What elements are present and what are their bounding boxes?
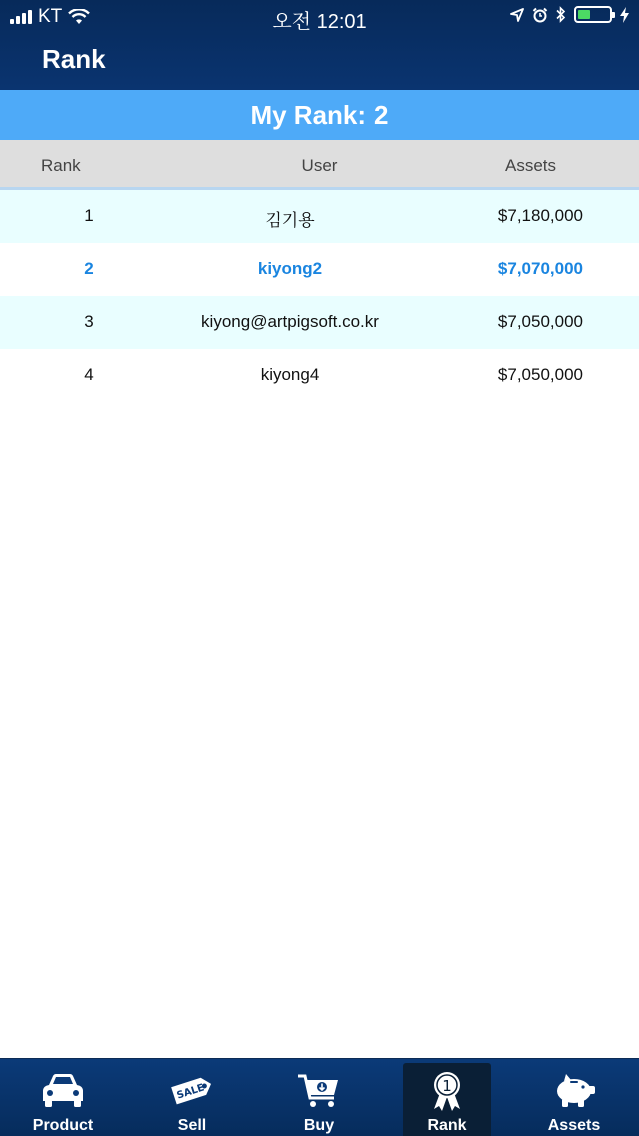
bluetooth-icon: [556, 6, 566, 23]
status-time: 오전 12:01: [272, 11, 367, 33]
user-cell: kiyong2: [257, 259, 323, 278]
user-cell: 김기용: [265, 211, 315, 230]
my-rank-value: 2: [374, 99, 389, 130]
rank-cell: 2: [84, 259, 94, 278]
tab-label: Product: [32, 1117, 94, 1134]
tab-label: Assets: [547, 1117, 601, 1134]
table-row[interactable]: [0, 190, 639, 243]
top-bar: [0, 0, 639, 90]
my-rank-label: My Rank:: [250, 99, 367, 130]
rank-cell: 4: [84, 365, 94, 384]
assets-cell: $7,070,000: [497, 259, 583, 278]
shopping-cart-icon: [296, 1071, 342, 1109]
assets-cell: $7,050,000: [497, 312, 583, 331]
alarm-clock-icon: [532, 7, 548, 23]
svg-text:SALE: SALE: [175, 1082, 206, 1102]
tab-label: Sell: [177, 1117, 207, 1134]
table-row-my-rank[interactable]: [0, 243, 639, 296]
user-cell: kiyong4: [260, 365, 320, 384]
battery-icon: [574, 6, 612, 23]
tab-assets[interactable]: [530, 1063, 618, 1136]
charging-bolt-icon: [620, 7, 629, 23]
sale-tag-icon: [168, 1071, 216, 1109]
table-row[interactable]: [0, 349, 639, 402]
column-header-assets: Assets: [505, 156, 557, 175]
piggy-bank-icon: [550, 1071, 598, 1109]
svg-text:1: 1: [442, 1077, 452, 1095]
page-title: Rank: [42, 44, 106, 74]
user-cell: kiyong@artpigsoft.co.kr: [201, 312, 379, 331]
tab-label: Buy: [303, 1117, 335, 1134]
tab-rank[interactable]: [403, 1063, 491, 1136]
status-bar: [0, 0, 639, 34]
rank-cell: 3: [84, 312, 94, 331]
my-rank-banner: [0, 90, 639, 140]
table-header: [0, 140, 639, 190]
tab-sell[interactable]: [148, 1063, 236, 1136]
column-header-user: User: [301, 156, 338, 175]
ribbon-medal-icon: [427, 1071, 467, 1113]
rank-table: [0, 190, 639, 402]
tab-bar: [0, 1058, 639, 1136]
tab-label: Rank: [427, 1117, 467, 1134]
assets-cell: $7,180,000: [497, 206, 583, 225]
tab-product[interactable]: [19, 1063, 107, 1136]
carrier-label: KT: [38, 6, 63, 27]
assets-cell: $7,050,000: [497, 365, 583, 384]
rank-cell: 1: [84, 206, 94, 225]
car-icon: [40, 1071, 86, 1109]
location-arrow-icon: [510, 8, 524, 22]
column-header-rank: Rank: [41, 156, 81, 175]
table-row[interactable]: [0, 296, 639, 349]
tab-buy[interactable]: [275, 1063, 363, 1136]
